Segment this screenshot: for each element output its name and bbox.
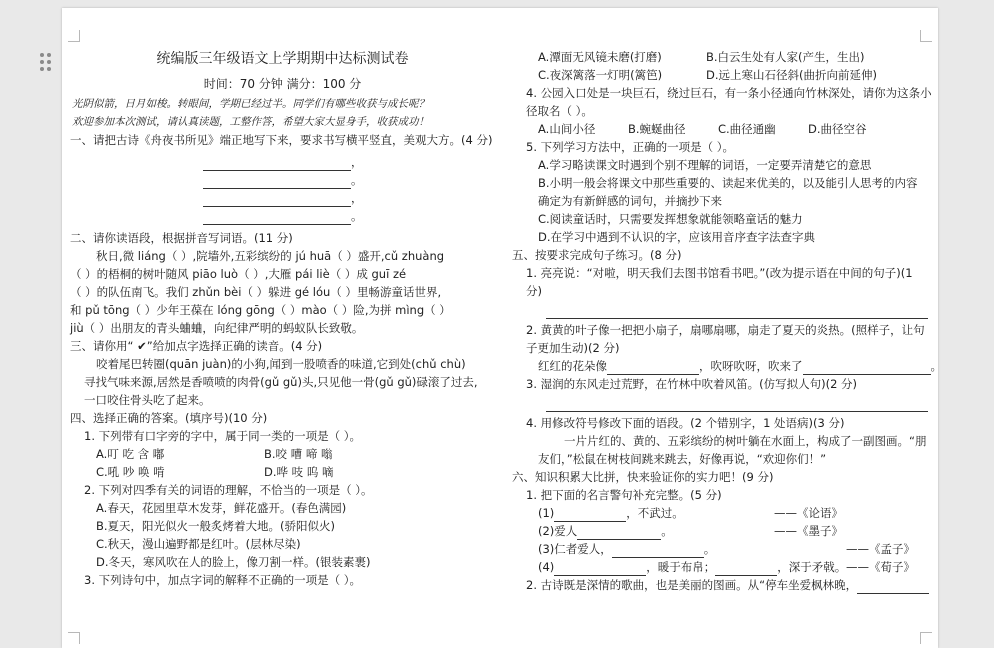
option-row <box>70 463 495 481</box>
question-4-1: 1. 下列带有口字旁的字中，属于同一类的一项是（ ）。 <box>84 429 362 443</box>
question-5-1: 1. 亮亮说：“对啦，明天我们去图书馆看书吧。”(改为提示语在中间的句子)(1 <box>526 266 913 280</box>
question-5-1-cont: 分) <box>526 284 542 298</box>
edit-passage-line: 一片片红的、黄的、五彩缤纷的树叶躺在水面上，构成了一副图画。“朋 <box>564 434 927 448</box>
question-5-3: 3. 湿润的东风走过荒野，在竹林中吹着风笛。(仿写拟人句)(2 分) <box>526 377 858 391</box>
option-cont: 确定为有新鲜感的词句，并摘抄下来 <box>538 194 722 208</box>
option[interactable]: B.小明一般会将课文中那些重要的、读起来优美的，以及能引人思考的内容 <box>538 176 918 190</box>
poem-line[interactable]: 。 <box>203 207 495 225</box>
option[interactable]: C.夜深篱落一灯明(篱笆) <box>538 68 663 82</box>
fill-blank[interactable] <box>803 361 931 375</box>
fill-blank[interactable] <box>715 562 777 576</box>
option[interactable]: D.曲径空谷 <box>808 122 867 136</box>
option[interactable]: B.蜿蜒曲径 <box>628 122 686 136</box>
fill-blank[interactable] <box>857 580 929 594</box>
quote-item: (1) ，不武过。 ——《论语》 <box>538 506 843 520</box>
quote-item: (3)仁者爱人， 。 ——《孟子》 <box>538 542 915 556</box>
quote-source: ——《墨子》 <box>774 524 843 538</box>
question-5-4: 4. 用修改符号修改下面的语段。(2 个错别字，1 处语病)(3 分) <box>526 416 845 430</box>
right-column <box>512 48 942 594</box>
quote-source: ——《荀子》 <box>846 560 915 574</box>
left-column <box>70 8 495 589</box>
option-row <box>512 120 932 138</box>
question-4-4: 4. 公园入口处是一块巨石，绕过巨石，有一条小径通向竹林深处，请你为这条小 <box>526 86 932 100</box>
page-corner-mark <box>68 632 80 644</box>
fill-blank[interactable] <box>612 544 704 558</box>
document-page <box>62 8 942 648</box>
pinyin-passage-line: 秋日,微 liáng（ ）,院墙外,五彩缤纷的 jú huā（ ）盛开,cǔ zhuàng <box>96 249 445 263</box>
quote-item: (2)爱人 。 ——《墨子》 <box>538 524 843 538</box>
fill-sentence: 红红的花朵像 ，吹呀吹呀，吹来了 。 <box>538 359 942 373</box>
pinyin-passage-line: 和 pǔ tōng（ ）少年王葆在 lóng gōng（ ）mào（ ）险,为拼 mìng（ ） <box>70 303 451 317</box>
poem-line[interactable]: 。 <box>203 171 495 189</box>
page-corner-mark <box>920 30 932 42</box>
option-row <box>70 445 495 463</box>
exam-meta: 时间：70 分钟 满分：100 分 <box>203 77 362 91</box>
fill-blank[interactable] <box>554 508 626 522</box>
answer-line[interactable] <box>546 300 928 319</box>
option[interactable]: C.吼 吵 唤 啃 <box>96 465 165 479</box>
poem-answer-lines <box>70 153 495 225</box>
option[interactable]: C.曲径通幽 <box>718 122 776 136</box>
reading-passage-line: 咬着尾巴转圈(quān juàn)的小狗,闻到一股喷香的味道,它到处(chǔ chù) <box>96 357 466 371</box>
reading-passage-line: 寻找气味来源,居然是香喷喷的肉骨(gǔ gǔ)头,只见他一骨(gǔ gǔ)碌滚了过去, <box>84 375 478 389</box>
fill-blank[interactable] <box>577 526 661 540</box>
option[interactable]: D.远上寒山石径斜(曲折向前延伸) <box>706 68 877 82</box>
poem-line[interactable]: ， <box>203 189 495 207</box>
fill-blank[interactable] <box>554 562 646 576</box>
option[interactable]: A.山间小径 <box>538 122 596 136</box>
poem-line[interactable]: ， <box>203 153 495 171</box>
question-4-3: 3. 下列诗句中，加点字词的解释不正确的一项是（ ）。 <box>84 573 362 587</box>
pinyin-passage-line: jiù（ ）出朋友的青头蛐蛐，向纪律严明的蚂蚁队长致敬。 <box>70 321 364 335</box>
pinyin-passage-line: （ ）的梧桐的树叶随风 piāo luò（ ）,大雁 pái liè（ ）成 guī zé <box>70 267 407 281</box>
quote-item: (4) ，暖于布帛； ，深于矛戟。 ——《荀子》 <box>538 560 915 574</box>
pinyin-passage-line: （ ）的队伍南飞。我们 zhǔn bèi（ ）躲进 gé lóu（ ）里畅游童话世界, <box>70 285 442 299</box>
intro-line: 欢迎参加本次测试，请认真读题，工整作答，希望大家大显身手，收获成功！ <box>72 116 429 128</box>
exam-intro <box>70 95 495 131</box>
option-row <box>512 66 932 84</box>
section-3-heading: 三、请你用“ ✔”给加点字选择正确的读音。(4 分) <box>70 339 323 353</box>
question-4-5: 5. 下列学习方法中，正确的一项是（ ）。 <box>526 140 735 154</box>
section-6-heading: 六、知识积累大比拼，快来验证你的实力吧！(9 分) <box>512 470 774 484</box>
option[interactable]: A.潭面无风镜未磨(打磨) <box>538 50 662 64</box>
question-5-2: 2. 黄黄的叶子像一把把小扇子，扇哪扇哪，扇走了夏天的炎热。(照样子，让句 <box>526 323 925 337</box>
option[interactable]: A.叮 吃 含 嘟 <box>96 447 165 461</box>
question-5-2-cont: 子更加生动)(2 分) <box>526 341 620 355</box>
quote-source: ——《论语》 <box>774 506 843 520</box>
fill-blank[interactable] <box>607 361 699 375</box>
option[interactable]: C.阅读童话时，只需要发挥想象就能领略童话的魅力 <box>538 212 803 226</box>
option[interactable]: B.夏天，阳光似火一般炙烤着大地。(骄阳似火) <box>96 519 336 533</box>
section-1-heading: 一、请把古诗《舟夜书所见》端正地写下来，要求书写横平竖直，美观大方。(4 分) <box>70 133 493 147</box>
section-2-heading: 二、请你读语段，根据拼音写词语。(11 分) <box>70 231 293 245</box>
question-4-4-cont: 径取名（ ）。 <box>526 104 593 118</box>
option[interactable]: C.秋天，漫山遍野都是红叶。(层林尽染) <box>96 537 301 551</box>
exam-title: 统编版三年级语文上学期期中达标测试卷 <box>156 51 409 67</box>
option[interactable]: B.咬 嘈 啼 嗡 <box>264 447 333 461</box>
quote-source: ——《孟子》 <box>846 542 915 556</box>
edit-passage-line: 友们，”松鼠在树枝间跳来跳去，好像再说，“欢迎你们！” <box>538 452 827 466</box>
section-5-heading: 五、按要求完成句子练习。(8 分) <box>512 248 682 262</box>
question-6-1: 1. 把下面的名言警句补充完整。(5 分) <box>526 488 722 502</box>
option[interactable]: D.冬天，寒风吹在人的脸上，像刀割一样。(银装素裹) <box>96 555 371 569</box>
option[interactable]: A.学习略读课文时遇到个别不理解的词语，一定要弄清楚它的意思 <box>538 158 872 172</box>
reading-passage-line: 一口咬住骨头吃了起来。 <box>84 393 211 407</box>
question-4-2: 2. 下列对四季有关的词语的理解，不恰当的一项是（ ）。 <box>84 483 373 497</box>
answer-line[interactable] <box>546 393 928 412</box>
question-6-2: 2. 古诗既是深情的歌曲，也是美丽的图画。从“停车坐爱枫林晚， <box>512 576 932 594</box>
intro-line: 光阴似箭，日月如梭。转眼间，学期已经过半。同学们有哪些收获与成长呢？ <box>72 98 429 110</box>
option[interactable]: D.哗 吱 呜 嘀 <box>264 465 334 479</box>
option[interactable]: A.春天，花园里草木发芽，鲜花盛开。(春色满园) <box>96 501 347 515</box>
section-4-heading: 四、选择正确的答案。(填序号)(10 分) <box>70 411 268 425</box>
option[interactable]: D.在学习中遇到不认识的字，应该用音序查字法查字典 <box>538 230 816 244</box>
option-row <box>512 48 932 66</box>
drag-handle-icon[interactable] <box>38 52 54 72</box>
option[interactable]: B.白云生处有人家(产生，生出) <box>706 50 865 64</box>
page-corner-mark <box>920 632 932 644</box>
